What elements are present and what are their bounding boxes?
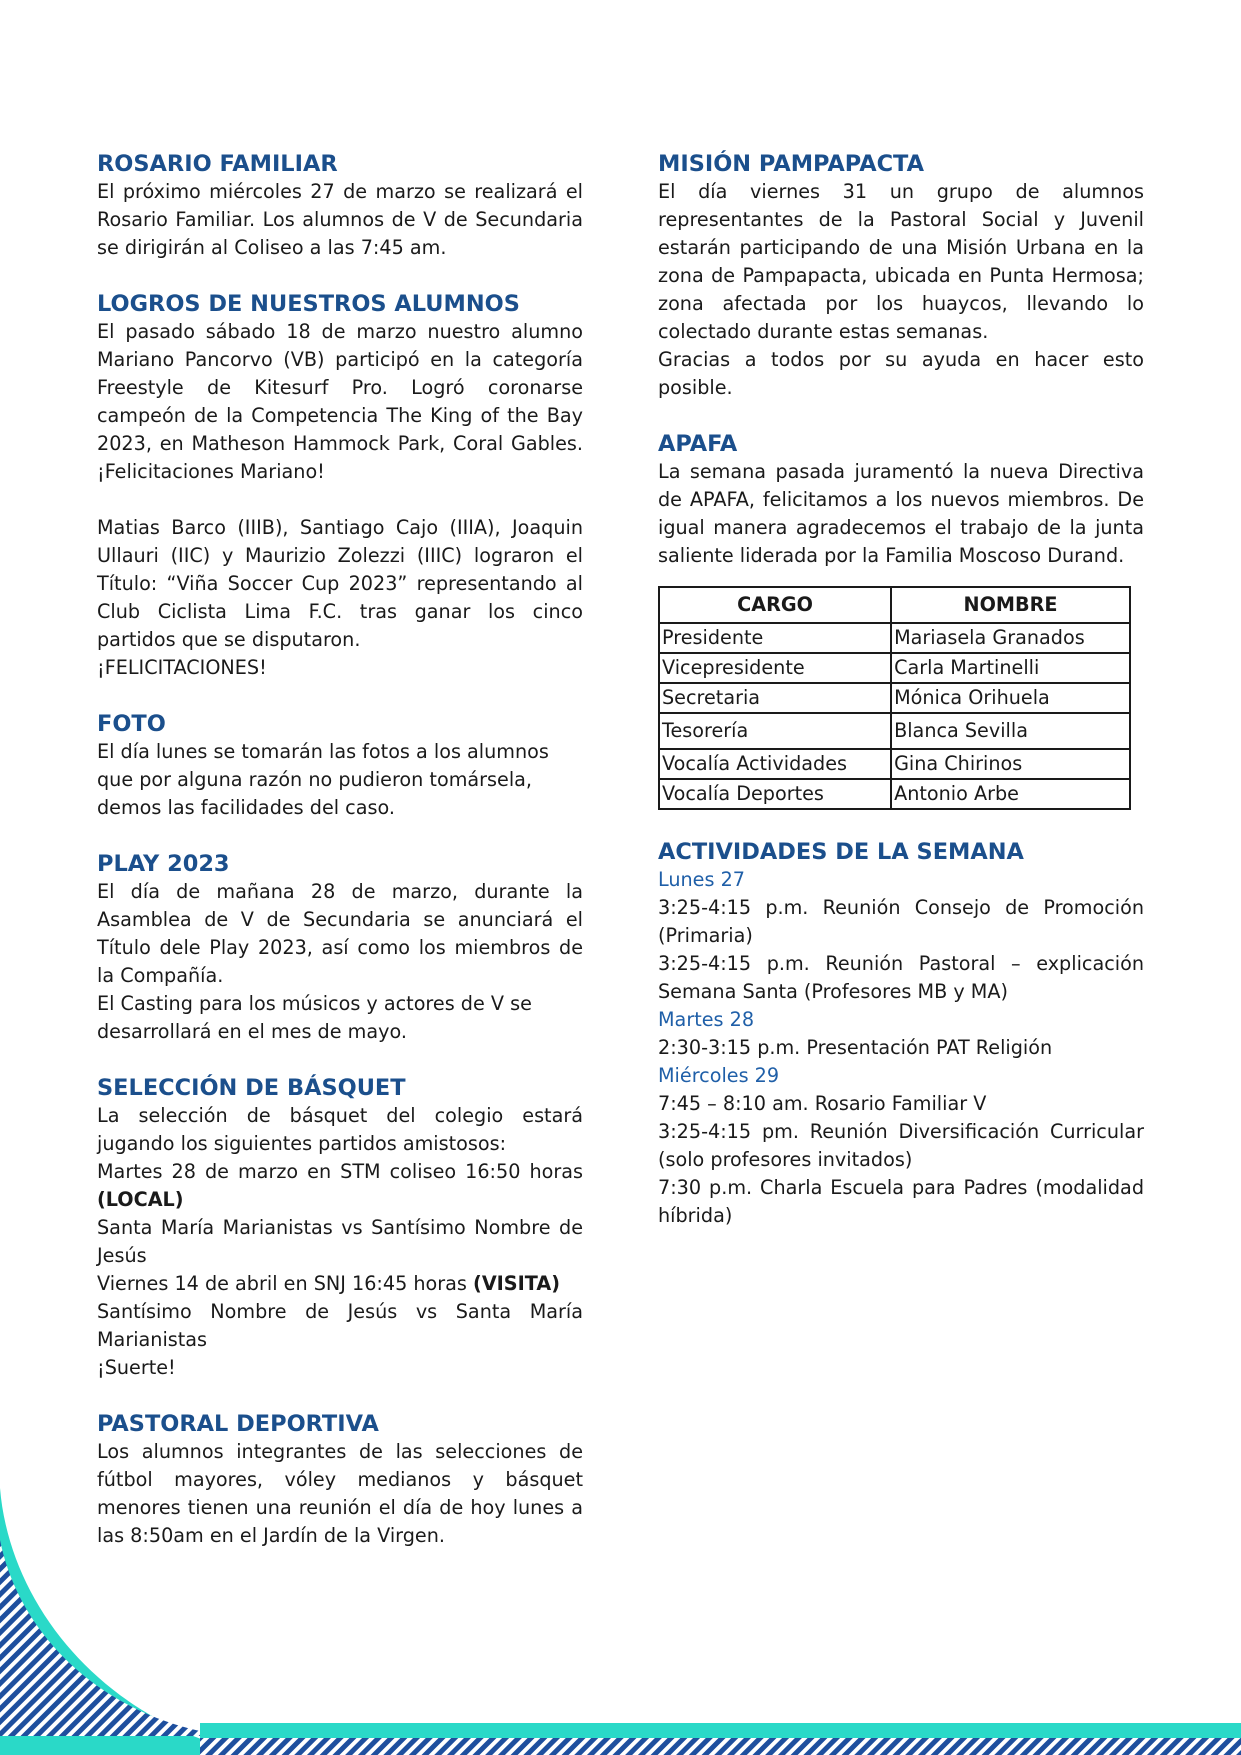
- column-header: NOMBRE: [891, 587, 1130, 623]
- day-label: Lunes 27: [658, 868, 745, 891]
- section-title: ACTIVIDADES DE LA SEMANA: [658, 839, 1024, 865]
- section-text: El día viernes 31 un grupo de alumnos representantes de la Pastoral Social y Juvenil estarán participando de una Misión Urbana en la zona de Pampapacta, ubicada en Punta Hermosa; zona afectada por los huaycos, llevando lo colectado durante estas semanas.: [658, 180, 1144, 343]
- section-logros: [97, 290, 583, 682]
- section-title: ROSARIO FAMILIAR: [97, 151, 338, 177]
- match-date: Martes 28 de marzo en STM coliseo 16:50 horas: [97, 1160, 583, 1183]
- table-row: [659, 749, 1130, 779]
- table-row: [659, 683, 1130, 713]
- striped-swoosh: [0, 1540, 230, 1736]
- day-label: Martes 28: [658, 1008, 755, 1031]
- section-apafa: [658, 430, 1144, 810]
- section-basquet: [97, 1074, 583, 1382]
- section-text: ¡FELICITACIONES!: [97, 656, 267, 679]
- match-tag: (VISITA): [473, 1272, 560, 1295]
- match-tag: (LOCAL): [97, 1188, 184, 1211]
- table-header-row: [659, 587, 1130, 623]
- cargo-cell: Secretaria: [659, 683, 891, 713]
- section-text: El pasado sábado 18 de marzo nuestro alumno Mariano Pancorvo (VB) participó en la categoría Freestyle de Kitesurf Pro. Logró coronarse campeón de la Competencia The King of the Bay 2023, en Matheson Hammock Park, Coral Gables. ¡Felicitaciones Mariano!: [97, 320, 583, 483]
- section-title: PASTORAL DEPORTIVA: [97, 1411, 379, 1437]
- table-row: [659, 653, 1130, 683]
- match-info: [97, 1158, 583, 1214]
- left-column: [97, 150, 583, 1550]
- section-text: Los alumnos integrantes de las selecciones de fútbol mayores, vóley medianos y básquet menores tienen una reunión el día de hoy lunes a las 8:50am en el Jardín de la Virgen.: [97, 1440, 583, 1547]
- nombre-cell: Blanca Sevilla: [891, 713, 1130, 749]
- section-title: MISIÓN PAMPAPACTA: [658, 151, 925, 177]
- cargo-cell: Vocalía Actividades: [659, 749, 891, 779]
- activity-item: 7:45 – 8:10 am. Rosario Familiar V: [658, 1092, 987, 1115]
- apafa-table: [658, 586, 1131, 810]
- section-text: Matias Barco (IIIB), Santiago Cajo (IIIA), Joaquin Ullauri (IIC) y Maurizio Zolezzi (IIIC) lograron el Título: “Viña Soccer Cup 2023” representando al Club Ciclista Lima F.C. tras ganar los cinco partidos que se disputaron.: [97, 516, 583, 651]
- activity-item: 7:30 p.m. Charla Escuela para Padres (modalidad híbrida): [658, 1176, 1144, 1227]
- section-play: [97, 850, 583, 1046]
- cargo-cell: Vicepresidente: [659, 653, 891, 683]
- match-info: [97, 1270, 583, 1298]
- section-text: El próximo miércoles 27 de marzo se realizará el Rosario Familiar. Los alumnos de V de Secundaria se dirigirán al Coliseo a las 7:45 am.: [97, 180, 583, 259]
- activity-item: 3:25-4:15 pm. Reunión Diversificación Curricular (solo profesores invitados): [658, 1120, 1144, 1171]
- nombre-cell: Carla Martinelli: [891, 653, 1130, 683]
- right-column: [658, 150, 1144, 1230]
- nombre-cell: Mónica Orihuela: [891, 683, 1130, 713]
- column-header: CARGO: [659, 587, 891, 623]
- cargo-cell: Presidente: [659, 623, 891, 653]
- table-row: [659, 713, 1130, 749]
- section-title: PLAY 2023: [97, 851, 230, 877]
- section-pastoral: [97, 1410, 583, 1550]
- activity-item: 3:25-4:15 p.m. Reunión Pastoral – explicación Semana Santa (Profesores MB y MA): [658, 952, 1144, 1003]
- section-text: La semana pasada juramentó la nueva Directiva de APAFA, felicitamos a los nuevos miembros. De igual manera agradecemos el trabajo de la junta saliente liderada por la Familia Moscoso Durand.: [658, 460, 1144, 567]
- section-title: FOTO: [97, 711, 166, 737]
- nombre-cell: Mariasela Granados: [891, 623, 1130, 653]
- table-row: [659, 779, 1130, 809]
- table-row: [659, 623, 1130, 653]
- section-text: ¡Suerte!: [97, 1356, 176, 1379]
- section-text: El Casting para los músicos y actores de V se desarrollará en el mes de mayo.: [97, 992, 532, 1043]
- cargo-cell: Vocalía Deportes: [659, 779, 891, 809]
- day-label: Miércoles 29: [658, 1064, 780, 1087]
- nombre-cell: Gina Chirinos: [891, 749, 1130, 779]
- striped-bottom-bar: [200, 1738, 1241, 1755]
- section-foto: [97, 710, 583, 822]
- section-title: LOGROS DE NUESTROS ALUMNOS: [97, 291, 520, 317]
- section-actividades: [658, 838, 1144, 1230]
- section-text: Gracias a todos por su ayuda en hacer esto posible.: [658, 348, 1144, 399]
- section-title: APAFA: [658, 431, 738, 457]
- section-title: SELECCIÓN DE BÁSQUET: [97, 1075, 406, 1101]
- section-text: El día de mañana 28 de marzo, durante la Asamblea de V de Secundaria se anunciará el Título dele Play 2023, así como los miembros de la Compañía.: [97, 880, 583, 987]
- section-mision: [658, 150, 1144, 402]
- match-date: Viernes 14 de abril en SNJ 16:45 horas: [97, 1272, 467, 1295]
- section-text: La selección de básquet del colegio estará jugando los siguientes partidos amistosos:: [97, 1104, 583, 1155]
- nombre-cell: Antonio Arbe: [891, 779, 1130, 809]
- activity-item: 3:25-4:15 p.m. Reunión Consejo de Promoción (Primaria): [658, 896, 1144, 947]
- section-rosario-familiar: [97, 150, 583, 262]
- match-teams: Santísimo Nombre de Jesús vs Santa María Marianistas: [97, 1300, 583, 1351]
- cargo-cell: Tesorería: [659, 713, 891, 749]
- match-teams: Santa María Marianistas vs Santísimo Nombre de Jesús: [97, 1216, 583, 1267]
- activity-item: 2:30-3:15 p.m. Presentación PAT Religión: [658, 1036, 1053, 1059]
- section-text: El día lunes se tomarán las fotos a los alumnos que por alguna razón no pudieron tomársela, demos las facilidades del caso.: [97, 740, 549, 819]
